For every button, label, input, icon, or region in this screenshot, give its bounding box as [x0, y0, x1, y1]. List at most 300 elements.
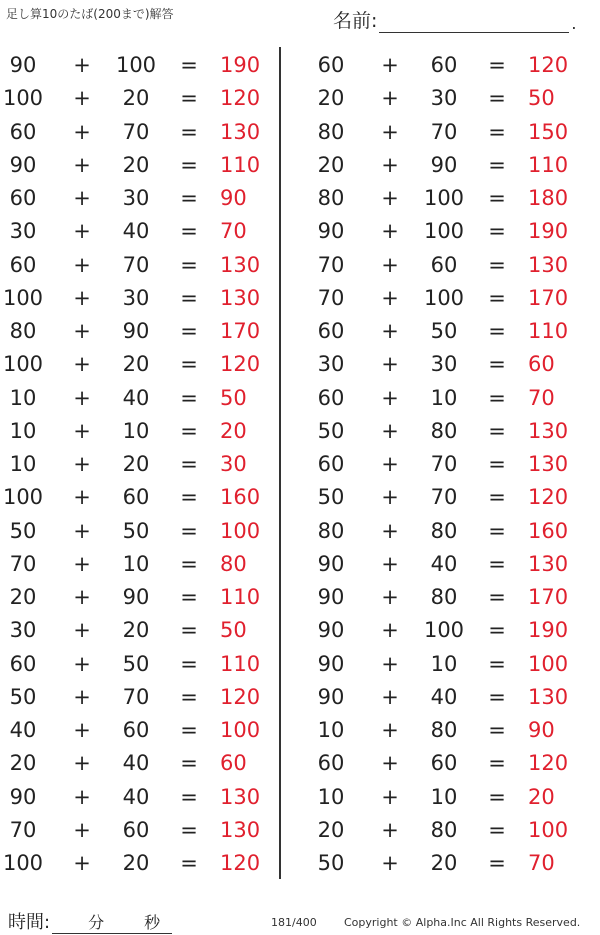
plus-sign: + — [73, 618, 91, 643]
problem-row — [308, 813, 588, 846]
second-addend: 90 — [122, 585, 150, 609]
plus-sign: + — [73, 518, 91, 543]
second-addend: 70 — [430, 119, 458, 144]
plus-sign: + — [381, 53, 399, 77]
first-addend: 10 — [317, 718, 345, 742]
problem-row — [0, 680, 280, 713]
equals-sign: = — [180, 485, 198, 510]
right-problem-column — [308, 48, 588, 879]
second-addend: 50 — [122, 651, 150, 676]
equals-sign: = — [180, 651, 198, 676]
answer-value: 150 — [528, 119, 569, 144]
first-addend: 60 — [9, 186, 37, 210]
second-addend: 100 — [115, 53, 157, 77]
plus-sign: + — [73, 851, 91, 875]
equals-sign: = — [488, 751, 506, 776]
plus-sign: + — [73, 186, 91, 210]
equals-sign: = — [488, 452, 506, 476]
problem-row — [0, 115, 280, 148]
plus-sign: + — [381, 219, 399, 244]
answer-value: 100 — [528, 651, 569, 676]
answer-value: 180 — [528, 186, 569, 210]
answer-value: 130 — [528, 252, 569, 277]
first-addend: 20 — [9, 585, 37, 609]
plus-sign: + — [73, 86, 91, 111]
equals-sign: = — [488, 319, 506, 343]
first-addend: 90 — [317, 651, 345, 676]
answer-value: 50 — [220, 385, 247, 410]
second-addend: 70 — [122, 119, 150, 144]
plus-sign: + — [73, 219, 91, 244]
first-addend: 50 — [317, 485, 345, 510]
first-addend: 60 — [9, 252, 37, 277]
first-addend: 90 — [317, 684, 345, 709]
answer-value: 70 — [528, 851, 555, 875]
equals-sign: = — [180, 53, 198, 77]
plus-sign: + — [73, 385, 91, 410]
first-addend: 100 — [2, 485, 44, 510]
first-addend: 60 — [317, 385, 345, 410]
second-addend: 60 — [430, 53, 458, 77]
problem-row — [0, 713, 280, 746]
problem-row — [0, 846, 280, 879]
first-addend: 90 — [9, 784, 37, 809]
second-addend: 60 — [122, 485, 150, 510]
problem-row — [0, 447, 280, 480]
problem-row — [308, 613, 588, 646]
plus-sign: + — [381, 585, 399, 609]
problem-row — [0, 148, 280, 181]
equals-sign: = — [180, 252, 198, 277]
plus-sign: + — [381, 751, 399, 776]
problem-row — [308, 381, 588, 414]
time-blank-line — [52, 913, 172, 934]
plus-sign: + — [381, 485, 399, 510]
problem-row — [308, 647, 588, 680]
answer-value: 130 — [528, 418, 569, 443]
answer-value: 90 — [528, 718, 555, 742]
first-addend: 50 — [9, 684, 37, 709]
second-addend: 60 — [430, 252, 458, 277]
plus-sign: + — [73, 319, 91, 343]
answer-value: 90 — [220, 186, 247, 210]
minutes-label: 分 — [88, 913, 105, 932]
equals-sign: = — [180, 86, 198, 111]
answer-value: 70 — [220, 219, 247, 244]
answer-value: 110 — [528, 152, 569, 177]
equals-sign: = — [488, 817, 506, 842]
equals-sign: = — [180, 319, 198, 343]
problem-row — [308, 846, 588, 879]
first-addend: 100 — [2, 851, 44, 875]
second-addend: 30 — [430, 86, 458, 111]
second-addend: 90 — [122, 319, 150, 343]
plus-sign: + — [73, 285, 91, 310]
plus-sign: + — [381, 152, 399, 177]
first-addend: 20 — [317, 152, 345, 177]
second-addend: 70 — [122, 684, 150, 709]
worksheet-title: 足し算10のたば(200まで)解答 — [6, 7, 174, 21]
seconds-label: 秒 — [144, 913, 161, 932]
name-field — [333, 6, 577, 33]
time-field — [8, 908, 172, 934]
plus-sign: + — [73, 817, 91, 842]
equals-sign: = — [180, 684, 198, 709]
problem-row — [308, 248, 588, 281]
equals-sign: = — [488, 784, 506, 809]
left-problem-column — [0, 48, 280, 879]
first-addend: 10 — [9, 418, 37, 443]
second-addend: 40 — [430, 551, 458, 576]
plus-sign: + — [73, 551, 91, 576]
equals-sign: = — [180, 285, 198, 310]
answer-value: 130 — [220, 784, 261, 809]
answer-value: 110 — [220, 585, 261, 609]
time-label: 時間: — [8, 912, 51, 933]
problem-row — [0, 181, 280, 214]
second-addend: 70 — [430, 485, 458, 510]
problem-row — [308, 480, 588, 513]
second-addend: 40 — [122, 784, 150, 809]
equals-sign: = — [488, 252, 506, 277]
plus-sign: + — [381, 551, 399, 576]
second-addend: 20 — [122, 352, 150, 377]
second-addend: 40 — [122, 385, 150, 410]
problem-row — [0, 514, 280, 547]
plus-sign: + — [381, 86, 399, 111]
answer-value: 110 — [220, 152, 261, 177]
equals-sign: = — [488, 352, 506, 377]
equals-sign: = — [488, 186, 506, 210]
problem-row — [308, 414, 588, 447]
answer-value: 120 — [528, 53, 569, 77]
equals-sign: = — [180, 518, 198, 543]
answer-value: 50 — [220, 618, 247, 643]
equals-sign: = — [180, 817, 198, 842]
answer-value: 130 — [220, 285, 261, 310]
first-addend: 50 — [317, 851, 345, 875]
plus-sign: + — [381, 618, 399, 643]
equals-sign: = — [488, 219, 506, 244]
answer-value: 60 — [528, 352, 555, 377]
equals-sign: = — [180, 585, 198, 609]
answer-value: 170 — [528, 285, 569, 310]
problem-row — [0, 547, 280, 580]
answer-value: 130 — [528, 684, 569, 709]
first-addend: 60 — [317, 319, 345, 343]
equals-sign: = — [180, 452, 198, 476]
second-addend: 20 — [122, 618, 150, 643]
first-addend: 90 — [9, 53, 37, 77]
first-addend: 10 — [9, 452, 37, 476]
first-addend: 30 — [317, 352, 345, 377]
second-addend: 60 — [122, 817, 150, 842]
answer-value: 190 — [528, 219, 569, 244]
answer-value: 120 — [528, 485, 569, 510]
equals-sign: = — [180, 718, 198, 742]
second-addend: 10 — [430, 651, 458, 676]
second-addend: 20 — [122, 851, 150, 875]
plus-sign: + — [381, 319, 399, 343]
second-addend: 30 — [122, 285, 150, 310]
plus-sign: + — [381, 452, 399, 476]
plus-sign: + — [73, 418, 91, 443]
problem-row — [308, 314, 588, 347]
answer-value: 70 — [528, 385, 555, 410]
equals-sign: = — [488, 485, 506, 510]
equals-sign: = — [488, 684, 506, 709]
first-addend: 50 — [317, 418, 345, 443]
plus-sign: + — [73, 651, 91, 676]
first-addend: 20 — [317, 86, 345, 111]
first-addend: 80 — [317, 518, 345, 543]
answer-value: 30 — [220, 452, 247, 476]
problem-row — [0, 480, 280, 513]
second-addend: 30 — [430, 352, 458, 377]
plus-sign: + — [73, 784, 91, 809]
equals-sign: = — [180, 219, 198, 244]
first-addend: 20 — [317, 817, 345, 842]
answer-value: 20 — [220, 418, 247, 443]
equals-sign: = — [488, 119, 506, 144]
equals-sign: = — [488, 86, 506, 111]
plus-sign: + — [73, 684, 91, 709]
equals-sign: = — [488, 285, 506, 310]
second-addend: 10 — [122, 551, 150, 576]
second-addend: 30 — [122, 186, 150, 210]
problem-row — [0, 613, 280, 646]
first-addend: 60 — [317, 53, 345, 77]
second-addend: 80 — [430, 518, 458, 543]
problem-row — [308, 281, 588, 314]
answer-value: 80 — [220, 551, 247, 576]
first-addend: 90 — [317, 618, 345, 643]
problem-row — [308, 447, 588, 480]
second-addend: 80 — [430, 718, 458, 742]
answer-value: 100 — [220, 518, 261, 543]
problem-row — [0, 347, 280, 380]
answer-value: 130 — [528, 551, 569, 576]
answer-value: 120 — [220, 684, 261, 709]
second-addend: 10 — [430, 784, 458, 809]
equals-sign: = — [488, 518, 506, 543]
first-addend: 40 — [9, 718, 37, 742]
plus-sign: + — [381, 119, 399, 144]
answer-value: 110 — [528, 319, 569, 343]
answer-value: 50 — [528, 86, 555, 111]
answer-value: 160 — [220, 485, 261, 510]
second-addend: 100 — [423, 186, 465, 210]
plus-sign: + — [381, 418, 399, 443]
second-addend: 20 — [122, 452, 150, 476]
answer-value: 130 — [220, 252, 261, 277]
second-addend: 40 — [122, 751, 150, 776]
first-addend: 70 — [9, 551, 37, 576]
equals-sign: = — [180, 119, 198, 144]
answer-value: 100 — [528, 817, 569, 842]
first-addend: 60 — [317, 751, 345, 776]
equals-sign: = — [488, 585, 506, 609]
name-end-mark: . — [571, 14, 577, 33]
second-addend: 10 — [430, 385, 458, 410]
answer-value: 120 — [220, 851, 261, 875]
equals-sign: = — [488, 53, 506, 77]
equals-sign: = — [180, 751, 198, 776]
first-addend: 10 — [317, 784, 345, 809]
problem-row — [0, 381, 280, 414]
plus-sign: + — [73, 352, 91, 377]
problem-row — [0, 780, 280, 813]
second-addend: 20 — [122, 152, 150, 177]
second-addend: 20 — [122, 86, 150, 111]
problem-row — [308, 514, 588, 547]
plus-sign: + — [381, 518, 399, 543]
plus-sign: + — [73, 252, 91, 277]
equals-sign: = — [180, 618, 198, 643]
plus-sign: + — [73, 485, 91, 510]
problem-row — [0, 248, 280, 281]
answer-value: 160 — [528, 518, 569, 543]
problem-row — [308, 780, 588, 813]
equals-sign: = — [180, 152, 198, 177]
plus-sign: + — [73, 119, 91, 144]
problem-row — [0, 647, 280, 680]
problem-row — [308, 680, 588, 713]
problem-row — [0, 314, 280, 347]
name-blank-line — [379, 12, 569, 33]
problem-row — [0, 414, 280, 447]
first-addend: 90 — [317, 585, 345, 609]
equals-sign: = — [488, 618, 506, 643]
equals-sign: = — [488, 385, 506, 410]
second-addend: 80 — [430, 817, 458, 842]
first-addend: 70 — [317, 285, 345, 310]
equals-sign: = — [180, 186, 198, 210]
equals-sign: = — [180, 418, 198, 443]
answer-value: 100 — [220, 718, 261, 742]
problem-row — [308, 746, 588, 779]
plus-sign: + — [381, 718, 399, 742]
plus-sign: + — [381, 352, 399, 377]
first-addend: 70 — [9, 817, 37, 842]
answer-value: 170 — [220, 319, 261, 343]
problem-row — [0, 48, 280, 81]
first-addend: 30 — [9, 219, 37, 244]
problem-row — [0, 81, 280, 114]
problem-row — [0, 281, 280, 314]
first-addend: 80 — [317, 186, 345, 210]
problem-row — [308, 81, 588, 114]
answer-value: 130 — [220, 119, 261, 144]
second-addend: 10 — [122, 418, 150, 443]
plus-sign: + — [381, 285, 399, 310]
page-number: 181/400 — [271, 916, 317, 929]
answer-value: 130 — [220, 817, 261, 842]
problem-row — [308, 347, 588, 380]
first-addend: 10 — [9, 385, 37, 410]
answer-value: 110 — [220, 651, 261, 676]
problem-row — [308, 181, 588, 214]
first-addend: 80 — [9, 319, 37, 343]
plus-sign: + — [73, 53, 91, 77]
second-addend: 80 — [430, 585, 458, 609]
answer-value: 120 — [220, 352, 261, 377]
plus-sign: + — [381, 186, 399, 210]
first-addend: 60 — [317, 452, 345, 476]
second-addend: 60 — [430, 751, 458, 776]
problem-row — [308, 547, 588, 580]
first-addend: 50 — [9, 518, 37, 543]
second-addend: 100 — [423, 618, 465, 643]
equals-sign: = — [488, 551, 506, 576]
plus-sign: + — [381, 684, 399, 709]
copyright-text: Copyright © Alpha.Inc All Rights Reserved. — [344, 916, 581, 929]
first-addend: 60 — [9, 651, 37, 676]
second-addend: 70 — [430, 452, 458, 476]
first-addend: 90 — [9, 152, 37, 177]
equals-sign: = — [488, 418, 506, 443]
equals-sign: = — [488, 651, 506, 676]
first-addend: 90 — [317, 551, 345, 576]
second-addend: 80 — [430, 418, 458, 443]
plus-sign: + — [73, 718, 91, 742]
plus-sign: + — [73, 751, 91, 776]
first-addend: 20 — [9, 751, 37, 776]
problem-row — [308, 580, 588, 613]
first-addend: 100 — [2, 352, 44, 377]
second-addend: 60 — [122, 718, 150, 742]
second-addend: 70 — [122, 252, 150, 277]
equals-sign: = — [488, 718, 506, 742]
equals-sign: = — [180, 851, 198, 875]
first-addend: 80 — [317, 119, 345, 144]
problem-row — [0, 813, 280, 846]
equals-sign: = — [180, 551, 198, 576]
equals-sign: = — [488, 851, 506, 875]
plus-sign: + — [381, 851, 399, 875]
problem-row — [0, 214, 280, 247]
plus-sign: + — [381, 385, 399, 410]
first-addend: 100 — [2, 86, 44, 111]
second-addend: 100 — [423, 219, 465, 244]
second-addend: 100 — [423, 285, 465, 310]
second-addend: 20 — [430, 851, 458, 875]
problem-row — [308, 115, 588, 148]
problem-row — [0, 746, 280, 779]
second-addend: 40 — [122, 219, 150, 244]
name-label: 名前: — [333, 10, 378, 32]
second-addend: 50 — [430, 319, 458, 343]
plus-sign: + — [381, 784, 399, 809]
equals-sign: = — [180, 784, 198, 809]
problem-row — [308, 214, 588, 247]
answer-value: 60 — [220, 751, 247, 776]
problem-row — [308, 48, 588, 81]
equals-sign: = — [488, 152, 506, 177]
plus-sign: + — [381, 651, 399, 676]
problem-row — [308, 148, 588, 181]
answer-value: 20 — [528, 784, 555, 809]
equals-sign: = — [180, 385, 198, 410]
answer-value: 170 — [528, 585, 569, 609]
first-addend: 90 — [317, 219, 345, 244]
problem-row — [0, 580, 280, 613]
second-addend: 50 — [122, 518, 150, 543]
answer-value: 120 — [528, 751, 569, 776]
first-addend: 70 — [317, 252, 345, 277]
equals-sign: = — [180, 352, 198, 377]
first-addend: 30 — [9, 618, 37, 643]
